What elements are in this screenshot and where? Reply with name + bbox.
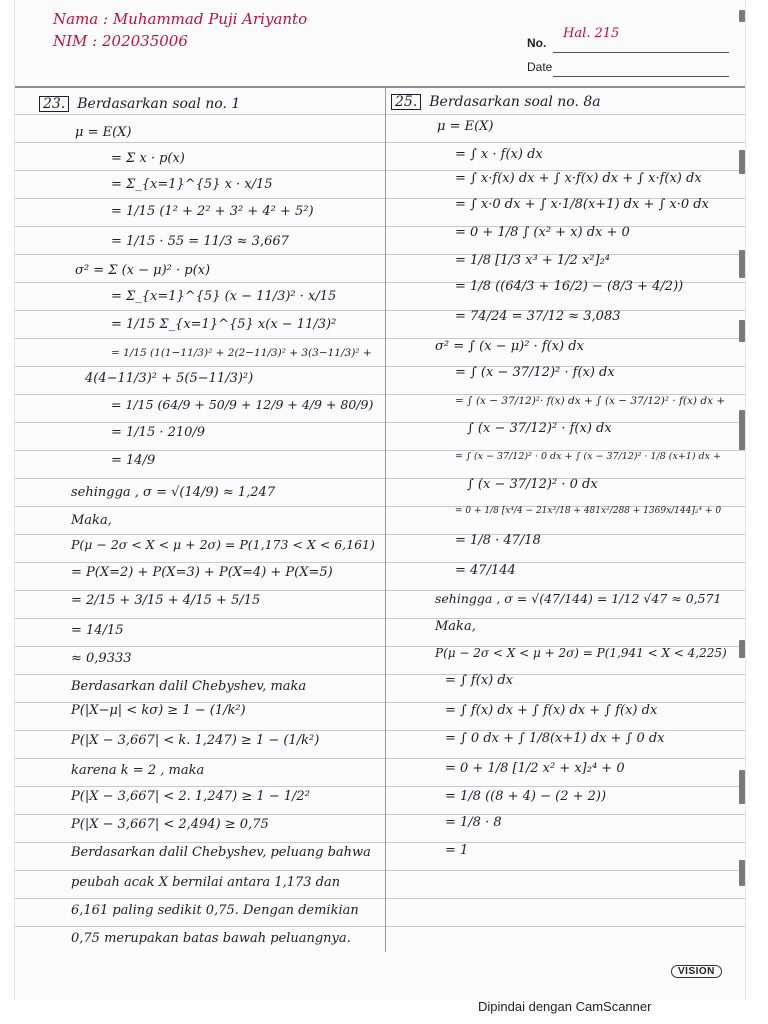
student-nim: NIM : 202035006 xyxy=(53,32,188,50)
right-line: = 0 + 1/8 [x⁴/4 − 21x³/18 + 481x²/288 + 1369x/144]₂⁴ + 0 xyxy=(455,506,722,516)
left-line: peubah acak X bernilai antara 1,173 dan xyxy=(71,875,341,890)
left-line: = 1/15 Σ_{x=1}^{5} x(x − 11/3)² xyxy=(111,317,337,332)
left-line: karena k = 2 , maka xyxy=(71,763,205,778)
right-line: sehingga , σ = √(47/144) = 1/12 √47 ≈ 0,571 xyxy=(435,591,722,606)
right-line: = ∫ f(x) dx + ∫ f(x) dx + ∫ f(x) dx xyxy=(445,703,658,718)
right-line: = ∫ f(x) dx xyxy=(445,673,514,688)
left-line: = Σ_{x=1}^{5} (x − 11/3)² · x/15 xyxy=(111,289,337,304)
right-problem-title: Berdasarkan soal no. 8a xyxy=(429,94,601,110)
right-line: = ∫ 0 dx + ∫ 1/8(x+1) dx + ∫ 0 dx xyxy=(445,731,665,746)
edge-tab-4 xyxy=(739,320,745,342)
no-label: No. xyxy=(527,36,547,50)
right-line: = 0 + 1/8 [1/2 x² + x]₂⁴ + 0 xyxy=(445,761,625,776)
edge-tab-6 xyxy=(739,640,745,658)
left-problem-title: Berdasarkan soal no. 1 xyxy=(77,96,241,112)
right-line: μ = E(X) xyxy=(437,119,494,134)
right-line: = ∫ x · f(x) dx xyxy=(455,147,543,162)
left-line: 0,75 merupakan batas bawah peluangnya. xyxy=(71,931,351,946)
right-line: = ∫ x·f(x) dx + ∫ x·f(x) dx + ∫ x·f(x) dx xyxy=(455,171,702,186)
left-line: = Σ_{x=1}^{5} x · x/15 xyxy=(111,177,273,192)
brand-logo: VISION xyxy=(671,965,722,978)
edge-tab-1 xyxy=(739,10,745,22)
right-line: = ∫ (x − 37/12)² · 0 dx + ∫ (x − 37/12)² · 1/8 (x+1) dx + xyxy=(455,451,721,462)
left-line: = 1/15 · 210/9 xyxy=(111,425,206,440)
edge-tab-5 xyxy=(739,410,745,450)
left-line: Berdasarkan dalil Chebyshev, maka xyxy=(71,679,307,694)
left-line: P(|X − 3,667| < 2,494) ≥ 0,75 xyxy=(71,817,269,832)
notebook-page xyxy=(14,0,746,1000)
right-line: = 1/8 ((64/3 + 16/2) − (8/3 + 4/2)) xyxy=(455,279,684,294)
right-line: = ∫ (x − 37/12)² · f(x) dx xyxy=(455,365,615,380)
left-line: P(μ − 2σ < X < μ + 2σ) = P(1,173 < X < 6,161) xyxy=(71,537,375,552)
left-line: Berdasarkan dalil Chebyshev, peluang bahwa xyxy=(71,845,371,860)
left-line: = 14/15 xyxy=(71,623,124,638)
left-line: Maka, xyxy=(71,513,112,528)
left-line: P(|X − 3,667| < 2. 1,247) ≥ 1 − 1/2² xyxy=(71,789,310,804)
date-label: Date xyxy=(527,60,553,74)
page-number: Hal. 215 xyxy=(563,26,620,41)
right-line: = 1/8 · 8 xyxy=(445,815,502,830)
right-line: = 1/8 ((8 + 4) − (2 + 2)) xyxy=(445,789,607,804)
left-line: P(|X−μ| < kσ) ≥ 1 − (1/k²) xyxy=(71,703,246,718)
left-line: = 1/15 (1(1−11/3)² + 2(2−11/3)² + 3(3−11/3)² + xyxy=(111,347,372,359)
right-line: = 1 xyxy=(445,843,469,858)
left-line: P(|X − 3,667| < k. 1,247) ≥ 1 − (1/k²) xyxy=(71,733,320,748)
left-column xyxy=(15,0,385,1000)
left-line: σ² = Σ (x − μ)² · p(x) xyxy=(75,263,211,278)
left-line: = P(X=2) + P(X=3) + P(X=4) + P(X=5) xyxy=(71,565,333,580)
edge-tab-2 xyxy=(739,150,745,174)
right-line: P(μ − 2σ < X < μ + 2σ) = P(1,941 < X < 4,225) xyxy=(435,646,727,660)
right-line: = 1/8 · 47/18 xyxy=(455,533,541,548)
right-line: = ∫ x·0 dx + ∫ x·1/8(x+1) dx + ∫ x·0 dx xyxy=(455,197,709,212)
right-line: = 47/144 xyxy=(455,563,516,578)
right-line: ∫ (x − 37/12)² · 0 dx xyxy=(467,477,598,492)
edge-tab-7 xyxy=(739,770,745,804)
right-line: = 1/8 [1/3 x³ + 1/2 x²]₂⁴ xyxy=(455,253,610,268)
left-line: = 14/9 xyxy=(111,453,156,468)
left-line: sehingga , σ = √(14/9) ≈ 1,247 xyxy=(71,485,276,500)
left-line: ≈ 0,9333 xyxy=(71,651,132,666)
edge-tab-3 xyxy=(739,250,745,278)
right-column xyxy=(385,0,745,1000)
edge-tab-8 xyxy=(739,860,745,886)
left-line: = 2/15 + 3/15 + 4/15 + 5/15 xyxy=(71,593,261,608)
right-line: σ² = ∫ (x − μ)² · f(x) dx xyxy=(435,339,584,354)
right-line: = ∫ (x − 37/12)²· f(x) dx + ∫ (x − 37/12)² · f(x) dx + xyxy=(455,395,726,407)
scanner-footer: Dipindai dengan CamScanner xyxy=(478,999,652,1014)
left-line: = Σ x · p(x) xyxy=(111,151,185,166)
right-problem-number: 25. xyxy=(391,94,421,110)
left-line: μ = E(X) xyxy=(75,125,132,140)
right-line: = 74/24 = 37/12 ≈ 3,083 xyxy=(455,309,621,324)
right-line: Maka, xyxy=(435,619,476,634)
right-line: ∫ (x − 37/12)² · f(x) dx xyxy=(467,421,612,436)
left-line: = 1/15 (1² + 2² + 3² + 4² + 5²) xyxy=(111,204,314,219)
left-line: = 1/15 · 55 = 11/3 ≈ 3,667 xyxy=(111,234,289,249)
left-line: 4(4−11/3)² + 5(5−11/3)²) xyxy=(85,371,254,386)
left-line: = 1/15 (64/9 + 50/9 + 12/9 + 4/9 + 80/9) xyxy=(111,397,374,412)
student-name: Nama : Muhammad Puji Ariyanto xyxy=(53,10,308,28)
right-line: = 0 + 1/8 ∫ (x² + x) dx + 0 xyxy=(455,225,630,240)
left-line: 6,161 paling sedikit 0,75. Dengan demikian xyxy=(71,903,359,918)
left-problem-number: 23. xyxy=(39,96,69,112)
